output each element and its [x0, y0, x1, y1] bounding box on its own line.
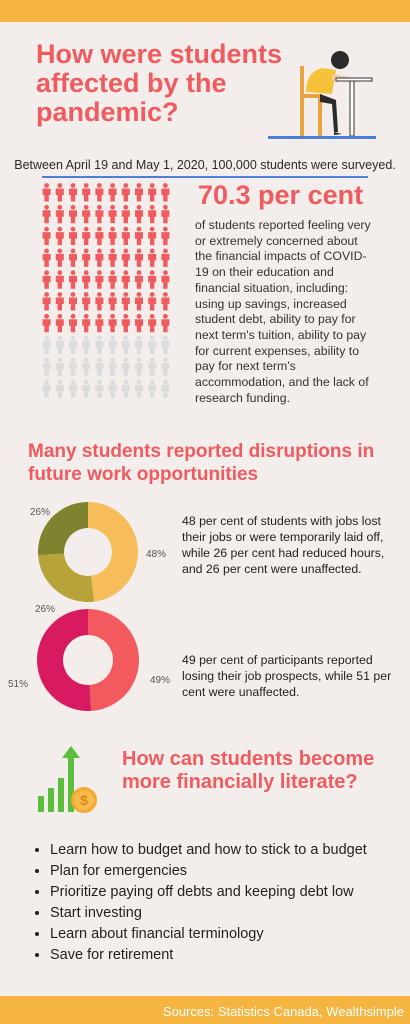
person-icon — [95, 292, 103, 310]
list-item: • Learn how to budget and how to stick to a budget — [50, 840, 410, 861]
person-icon — [148, 314, 156, 332]
stat-description: of students reported feeling very or extremely concerned about the financial impacts of COVID-19 on their education and financial situation, including: using up savings, increased student debt, ability to pay for next term's tuition, ability to pay for current expenses, ability to pay for next term's accommodation, and the lack of research funding. — [195, 218, 371, 405]
person-icon — [109, 358, 117, 376]
person-icon — [95, 336, 103, 354]
person-icon — [109, 249, 117, 267]
person-icon — [135, 227, 143, 245]
person-icon — [69, 336, 77, 354]
person-icon — [135, 379, 143, 397]
person-icon — [109, 292, 117, 310]
person-icon — [161, 336, 169, 354]
person-icon — [148, 379, 156, 397]
person-icon — [95, 314, 103, 332]
chart1-label-bottom: 26% — [35, 604, 56, 615]
person-icon — [82, 227, 90, 245]
person-icon — [43, 336, 51, 354]
person-icon — [43, 227, 51, 245]
person-icon — [161, 292, 169, 310]
person-icon — [122, 270, 130, 288]
person-icon — [122, 336, 130, 354]
person-icon — [122, 205, 130, 223]
person-icon — [109, 270, 117, 288]
person-icon — [148, 270, 156, 288]
person-icon — [69, 358, 77, 376]
chart2-slice-1 — [37, 609, 91, 711]
person-icon — [95, 379, 103, 397]
svg-text:$: $ — [80, 792, 88, 808]
title-underline — [268, 136, 376, 139]
person-icon — [69, 379, 77, 397]
person-icon — [148, 183, 156, 201]
person-icon — [161, 314, 169, 332]
person-icon — [95, 249, 103, 267]
person-icon — [148, 227, 156, 245]
person-icon — [69, 183, 77, 201]
person-icon — [95, 358, 103, 376]
chart1-label-right: 48% — [146, 549, 167, 560]
survey-divider — [42, 176, 368, 178]
person-icon — [135, 270, 143, 288]
person-icon — [109, 379, 117, 397]
person-icon — [122, 358, 130, 376]
person-icon — [56, 314, 64, 332]
person-icon — [56, 205, 64, 223]
person-icon — [69, 205, 77, 223]
person-icon — [161, 183, 169, 201]
person-icon — [82, 183, 90, 201]
person-icon — [56, 183, 64, 201]
chart2-label-right: 49% — [150, 675, 171, 686]
person-icon — [82, 270, 90, 288]
person-icon — [82, 292, 90, 310]
chart2-slice-0 — [88, 609, 139, 711]
person-icon — [122, 249, 130, 267]
person-icon — [56, 270, 64, 288]
people-pictogram — [40, 182, 172, 402]
person-icon — [43, 183, 51, 201]
work-heading: Many students reported disruptions in future work opportunities — [28, 441, 375, 485]
chart1-slice-0 — [88, 502, 138, 602]
person-icon — [135, 249, 143, 267]
literacy-heading: How can students become more financially literate? — [122, 748, 375, 793]
person-icon — [43, 358, 51, 376]
person-icon — [69, 314, 77, 332]
person-icon — [122, 183, 130, 201]
person-icon — [148, 358, 156, 376]
chart1-label-topleft: 26% — [30, 507, 51, 518]
person-icon — [109, 336, 117, 354]
chart1-slice-1 — [38, 554, 94, 602]
chart2-text: 49 per cent of participants reported losing their job prospects, while 51 per cent were unaffected. — [182, 653, 392, 699]
person-icon — [135, 336, 143, 354]
person-icon — [82, 249, 90, 267]
person-icon — [122, 379, 130, 397]
person-icon — [56, 227, 64, 245]
person-icon — [43, 292, 51, 310]
person-icon — [43, 270, 51, 288]
person-icon — [69, 270, 77, 288]
person-icon — [69, 292, 77, 310]
person-icon — [56, 249, 64, 267]
person-icon — [43, 205, 51, 223]
chart1-text: 48 per cent of students with jobs lost their jobs or were temporarily laid off, while 26 per cent had reduced hours, and 26 per cent were unaffected. — [182, 514, 385, 576]
person-icon — [95, 270, 103, 288]
list-item: • Plan for emergencies — [50, 861, 410, 882]
person-icon — [122, 227, 130, 245]
person-icon — [161, 249, 169, 267]
person-icon — [43, 314, 51, 332]
person-icon — [122, 314, 130, 332]
top-bar — [0, 0, 410, 22]
person-icon — [82, 314, 90, 332]
chart2-label-left: 51% — [8, 679, 29, 690]
person-icon — [161, 379, 169, 397]
person-icon — [135, 314, 143, 332]
person-icon — [161, 227, 169, 245]
person-icon — [135, 292, 143, 310]
person-icon — [122, 292, 130, 310]
person-icon — [148, 205, 156, 223]
student-at-desk-illustration — [296, 44, 376, 138]
list-item: • Prioritize paying off debts and keeping debt low — [50, 882, 410, 903]
list-item: • Save for retirement — [50, 945, 410, 966]
sources-text: Sources: Statistics Canada, Wealthsimple — [162, 1004, 404, 1019]
list-item: • Start investing — [50, 903, 410, 924]
person-icon — [56, 358, 64, 376]
person-icon — [148, 292, 156, 310]
stat-headline: 70.3 per cent — [198, 180, 364, 210]
person-icon — [161, 270, 169, 288]
person-icon — [95, 183, 103, 201]
tips-list — [32, 840, 410, 966]
person-icon — [82, 336, 90, 354]
person-icon — [109, 205, 117, 223]
person-icon — [69, 249, 77, 267]
person-icon — [56, 379, 64, 397]
person-icon — [95, 227, 103, 245]
person-icon — [109, 183, 117, 201]
person-icon — [109, 314, 117, 332]
person-icon — [82, 205, 90, 223]
page-title: How were students affected by the pandemic? — [36, 39, 283, 127]
person-icon — [82, 358, 90, 376]
person-icon — [135, 358, 143, 376]
person-icon — [43, 379, 51, 397]
person-icon — [161, 205, 169, 223]
survey-text: Between April 19 and May 1, 2020, 100,000 students were surveyed. — [14, 158, 396, 172]
list-item: • Learn about financial terminology — [50, 924, 410, 945]
person-icon — [148, 249, 156, 267]
financial-growth-icon — [34, 744, 104, 816]
person-icon — [135, 183, 143, 201]
person-icon — [135, 205, 143, 223]
person-icon — [56, 292, 64, 310]
person-icon — [43, 249, 51, 267]
person-icon — [148, 336, 156, 354]
person-icon — [82, 379, 90, 397]
person-icon — [161, 358, 169, 376]
person-icon — [95, 205, 103, 223]
person-icon — [69, 227, 77, 245]
person-icon — [56, 336, 64, 354]
person-icon — [109, 227, 117, 245]
